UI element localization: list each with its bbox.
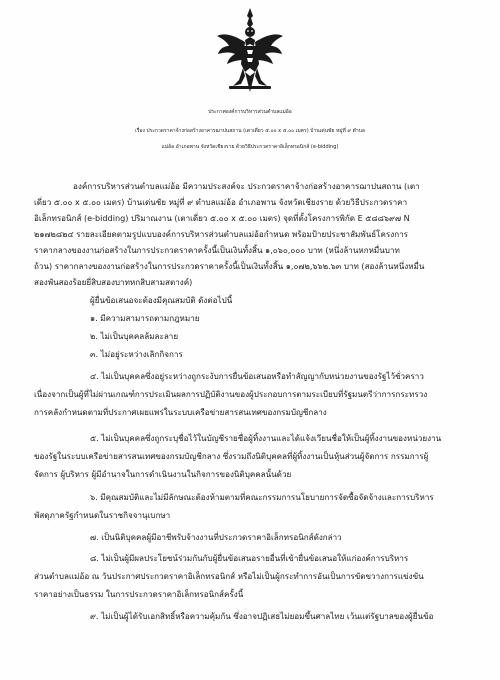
qualification-item: ๘. ไม่เป็นผู้มีผลประโยชน์ร่วมกันกับผู้ยื่นข้อเสนอรายอื่นที่เข้ายื่นข้อเสนอให้แก่องค์การบริหาร bbox=[90, 553, 409, 563]
qualifications-heading: ผู้ยื่นข้อเสนอจะต้องมีคุณสมบัติ ดังต่อไปนี้ bbox=[90, 295, 233, 305]
qualification-item: ๒. ไม่เป็นบุคคลล้มละลาย bbox=[90, 331, 179, 341]
qualification-item-continued: การคลังกำหนดตามที่ประกาศเผยแพร่ในระบบเครือข่ายสารสนเทศของกรมบัญชีกลาง bbox=[34, 407, 327, 417]
body-line: องค์การบริหารส่วนตำบลแม่อ้อ มีความประสงค์จะ ประกวดราคาจ้างก่อสร้างอาคารฌาปนสถาน (เตา bbox=[73, 181, 420, 191]
body-line: สองพันสองร้อยยี่สิบสองบาทหกสิบสามสตางค์) bbox=[34, 277, 193, 287]
qualification-item: ๗. เป็นนิติบุคคลผู้มีอาชีพรับจ้างงานที่ประกวดราคาอิเล็กทรอนิกส์ดังกล่าว bbox=[90, 532, 342, 542]
qualification-item-continued: ของรัฐในระบบเครือข่ายสารสนเทศของกรมบัญชีกลาง ซึ่งรวมถึงนิติบุคคลที่ผู้ทิ้งงานเป็นหุ้นส่วนผู้จัดการ กรรมการผู้ bbox=[34, 451, 429, 461]
garuda-emblem-icon bbox=[215, 6, 285, 96]
announcement-subject-continued: แม่อ้อ อำเภอพาน จังหวัดเชียงราย ด้วยวิธีประกวดราคาอิเล็กทรอนิกส์ (e-bidding) bbox=[161, 144, 339, 150]
qualification-item: ๕. ไม่เป็นบุคคลซึ่งถูกระบุชื่อไว้ในบัญชีรายชื่อผู้ทิ้งงานและได้แจ้งเวียนชื่อให้เป็นผู้ทิ้งงานของหน่วยงาน bbox=[90, 433, 442, 443]
qualification-item-continued: ส่วนตำบลแม่อ้อ ณ วันประกาศประกวดราคาอิเล็กทรอนิกส์ หรือไม่เป็นผู้กระทำการอันเป็นการขัดขวางการแข่งขัน bbox=[34, 571, 424, 581]
qualification-item: ๙. ไม่เป็นผู้ได้รับเอกสิทธิ์หรือความคุ้มกัน ซึ่งอาจปฏิเสธไม่ยอมขึ้นศาลไทย เว้นแต่รัฐบาลของผู้ยื่นข้อ bbox=[90, 611, 434, 621]
qualification-item-continued: ราคาอย่างเป็นธรรม ในการประกวดราคาอิเล็กทรอนิกส์ครั้งนี้ bbox=[34, 589, 244, 599]
qualification-item-continued: จัดการ ผู้บริหาร ผู้มีอำนาจในการดำเนินงานในกิจการของนิติบุคคลนั้นด้วย bbox=[34, 469, 292, 479]
qualification-item: ๓. ไม่อยู่ระหว่างเลิกกิจการ bbox=[90, 349, 183, 359]
qualification-item-continued: เนื่องจากเป็นผู้ที่ไม่ผ่านเกณฑ์การประเมินผลการปฏิบัติงานของผู้ประกอบการตามระเบียบที่รัฐมนตรีว่าการกระทรวง bbox=[34, 389, 428, 399]
body-line: ราคากลางของงานก่อสร้างในการประกวดราคาครั้งนี้เป็นเงินทั้งสิ้น ๑,๐๖๐,๐๐๐ บาท (หนึ่งล้านหกหมื่นบาท bbox=[34, 245, 400, 255]
announcement-subject: เรื่อง ประกวดราคาจ้างก่อสร้างอาคารฌาปนสถาน (เตาเดี่ยว ๕.๐๐ x ๕.๐๐ เมตร) บ้านเด่นชัย หมู่ที่ ๙ ตำบล bbox=[135, 128, 365, 134]
body-line: ๒๑๗๒๘๒๔ รายละเอียดตามรูปแบบองค์การบริหารส่วนตำบลแม่อ้อกำหนด พร้อมป้ายประชาสัมพันธ์โครงการ bbox=[34, 229, 409, 239]
qualification-item: ๑. มีความสามารถตามกฎหมาย bbox=[90, 313, 200, 323]
announcement-title: ประกาศองค์การบริหารส่วนตำบลแม่อ้อ bbox=[208, 109, 292, 115]
body-line: เดี่ยว ๕.๐๐ x ๕.๐๐ เมตร) บ้านเด่นชัย หมู่ที่ ๙ ตำบลแม่อ้อ อำเภอพาน จังหวัดเชียงราย ด้วยวิธีประกวดราคา bbox=[34, 197, 408, 207]
qualification-item-continued: พัสดุภาครัฐกำหนดในราชกิจจานุเบกษา bbox=[34, 510, 171, 520]
body-line: อิเล็กทรอนิกส์ (e-bidding) ปริมาณงาน (เตาเดี่ยว ๕.๐๐ x ๕.๐๐ เมตร) จุดที่ตั้งโครงการพิกัด E ๕๘๘๖๙๗ N bbox=[34, 213, 410, 223]
body-line: ถ้วน) ราคากลางของงานก่อสร้างในการประกวดราคาครั้งนี้เป็นเงินทั้งสิ้น ๑,๐๗๒,๖๖๒.๖๓ บาท (สองล้านหนึ่งหมื่น bbox=[34, 261, 425, 271]
qualification-item: ๖. มีคุณสมบัติและไม่มีลักษณะต้องห้ามตามที่คณะกรรมการนโยบายการจัดซื้อจัดจ้างและการบริหาร bbox=[90, 492, 434, 502]
qualification-item: ๔. ไม่เป็นบุคคลซึ่งอยู่ระหว่างถูกระงับการยื่นข้อเสนอหรือทำสัญญากับหน่วยงานของรัฐไว้ชั่วคราว bbox=[90, 371, 424, 381]
